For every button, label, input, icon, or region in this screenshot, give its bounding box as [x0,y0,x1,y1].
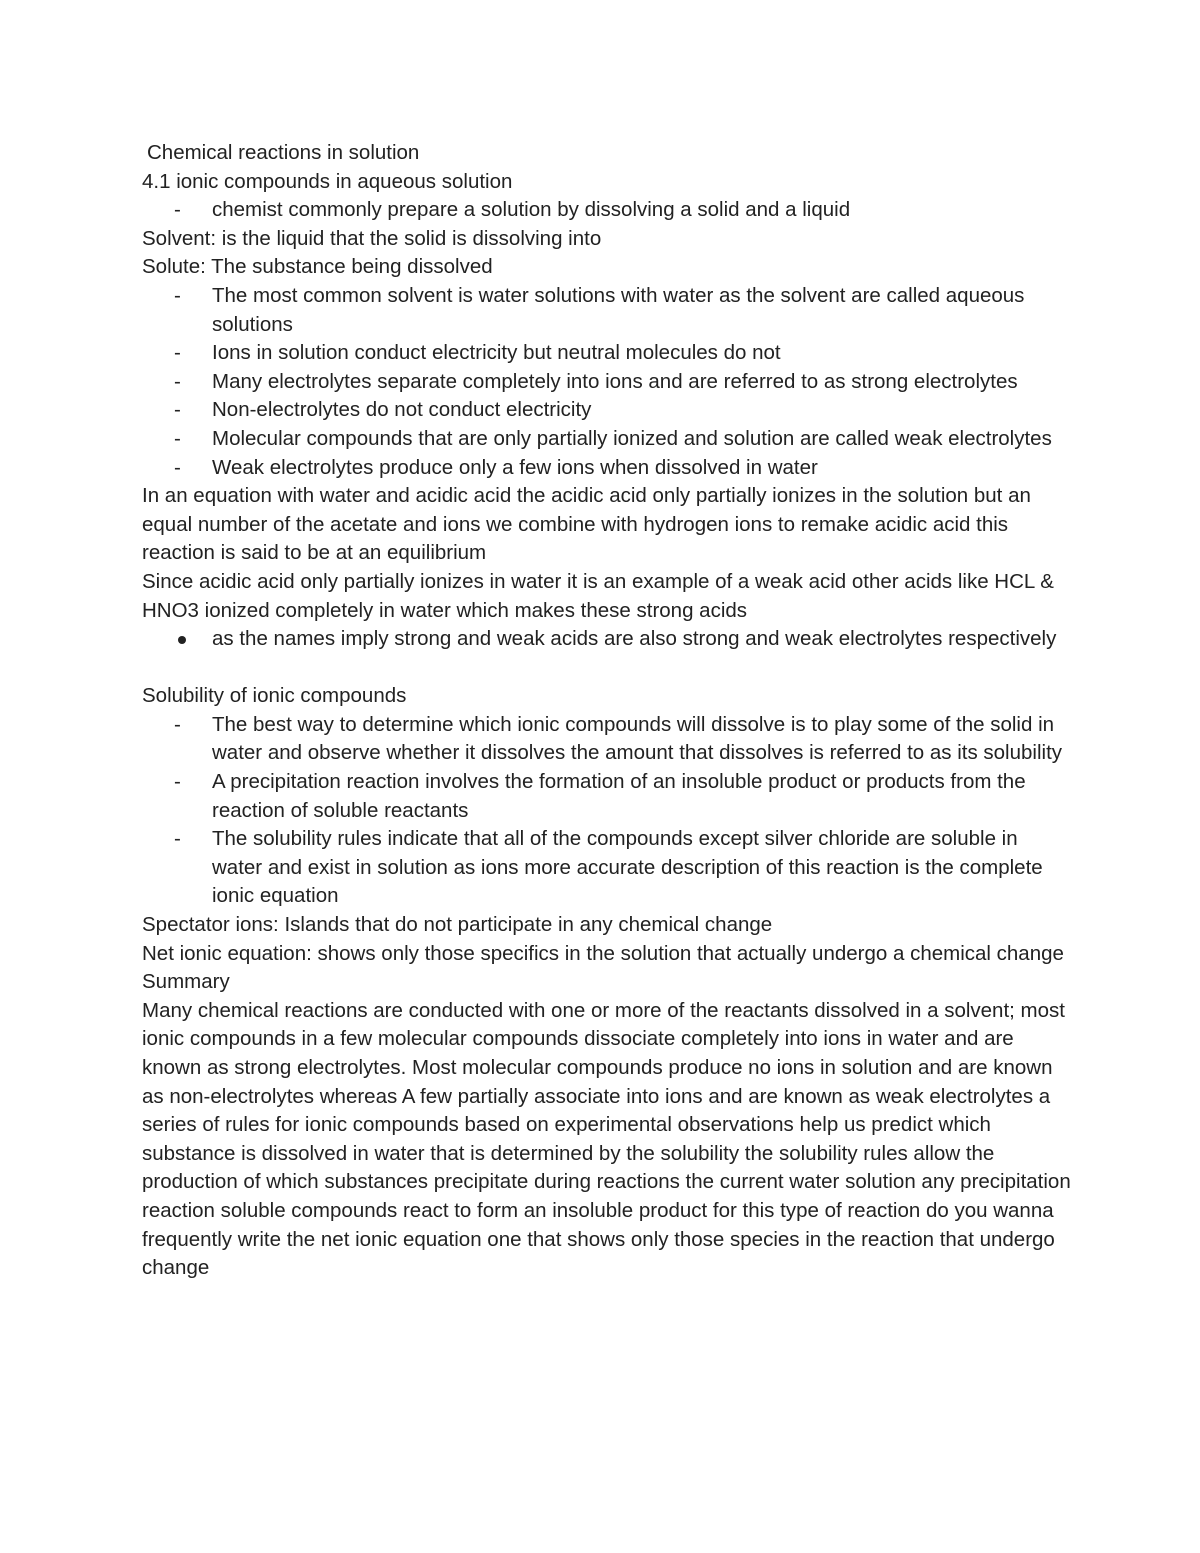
list-item: - Many electrolytes separate completely into ions and are referred to as strong electrolytes [142,368,1072,397]
list-item: - Molecular compounds that are only partially ionized and solution are called weak electrolytes [142,425,1072,454]
dash-marker: - [174,198,181,222]
list-item: as the names imply strong and weak acids are also strong and weak electrolytes respectively [142,625,1072,654]
dash-marker: - [174,827,181,851]
section-heading-ionic-compounds: 4.1 ionic compounds in aqueous solution [142,169,513,193]
solute-definition: Solute: The substance being dissolved [142,255,493,279]
equilibrium-paragraph: In an equation with water and acidic acid the acidic acid only partially ionizes in the solution but an equal number of the acetate and ions we combine with hydrogen ions to remake acidic acid this reaction is said to be at an equilibrium [142,484,1031,565]
dash-marker: - [174,426,181,450]
spectator-ions-definition: Spectator ions: Islands that do not participate in any chemical change [142,913,773,937]
summary-paragraph: Many chemical reactions are conducted with one or more of the reactants dissolved in a solvent; most ionic compounds in a few molecular compounds dissociate completely into ions in water and are known as strong electrolytes. Most molecular compounds produce no ions in solution and are known as non-electrolytes whereas A few partially associate into ions and are known as weak electrolytes a series of rules for ionic compounds based on experimental observations help us predict which substance is dissolved in water that is determined by the solubility the solubility rules allow the production of which substances precipitate during reactions the current water solution any precipitation reaction soluble compounds react to form an insoluble product for this type of reaction do you wanna frequently write the net ionic equation one that shows only those species in the reaction that undergo change [142,998,1071,1280]
list-item: - chemist commonly prepare a solution by dissolving a solid and a liquid [142,196,1072,225]
summary-heading: Summary [142,970,230,994]
list-item: - The solubility rules indicate that all of the compounds except silver chloride are soluble in water and exist in solution as ions more accurate description of this reaction is the complete ionic equation [174,827,1043,908]
document-title: Chemical reactions in solution [147,141,420,164]
list-item: - The best way to determine which ionic compounds will dissolve is to play some of the solid in water and observe whether it dissolves the amount that dissolves is referred to as its solubility [174,712,1063,765]
document-page [142,139,1072,1283]
bullet-list [142,625,1072,654]
list-item: - A precipitation reaction involves the formation of an insoluble product or products from the reaction of soluble reactants [174,770,1026,822]
electrolyte-list [142,282,1072,482]
list-item: - Non-electrolytes do not conduct electricity [142,396,1072,425]
list-item: - Ions in solution conduct electricity but neutral molecules do not [142,339,1072,368]
solubility-list [142,711,1072,911]
dash-marker: - [174,398,181,422]
blank-line [142,654,1072,683]
dash-marker: - [174,283,181,307]
solvent-definition: Solvent: is the liquid that the solid is dissolving into [142,226,602,250]
dash-marker: - [174,712,181,736]
net-ionic-definition: Net ionic equation: shows only those specifics in the solution that actually undergo a chemical change [142,941,1064,965]
dash-marker: - [174,770,181,794]
section-heading-solubility: Solubility of ionic compounds [142,684,407,708]
intro-list [142,196,1072,225]
dash-marker: - [174,369,181,393]
dash-marker: - [174,341,181,365]
weak-acid-paragraph: Since acidic acid only partially ionizes in water it is an example of a weak acid other acids like HCL & HNO3 ionized completely in water which makes these strong acids [142,569,1054,622]
bullet-dot-icon [178,636,186,644]
list-item: - Weak electrolytes produce only a few ions when dissolved in water [142,454,1072,483]
list-item: - The most common solvent is water solutions with water as the solvent are called aqueous solutions [174,283,1025,336]
dash-marker: - [174,455,181,479]
